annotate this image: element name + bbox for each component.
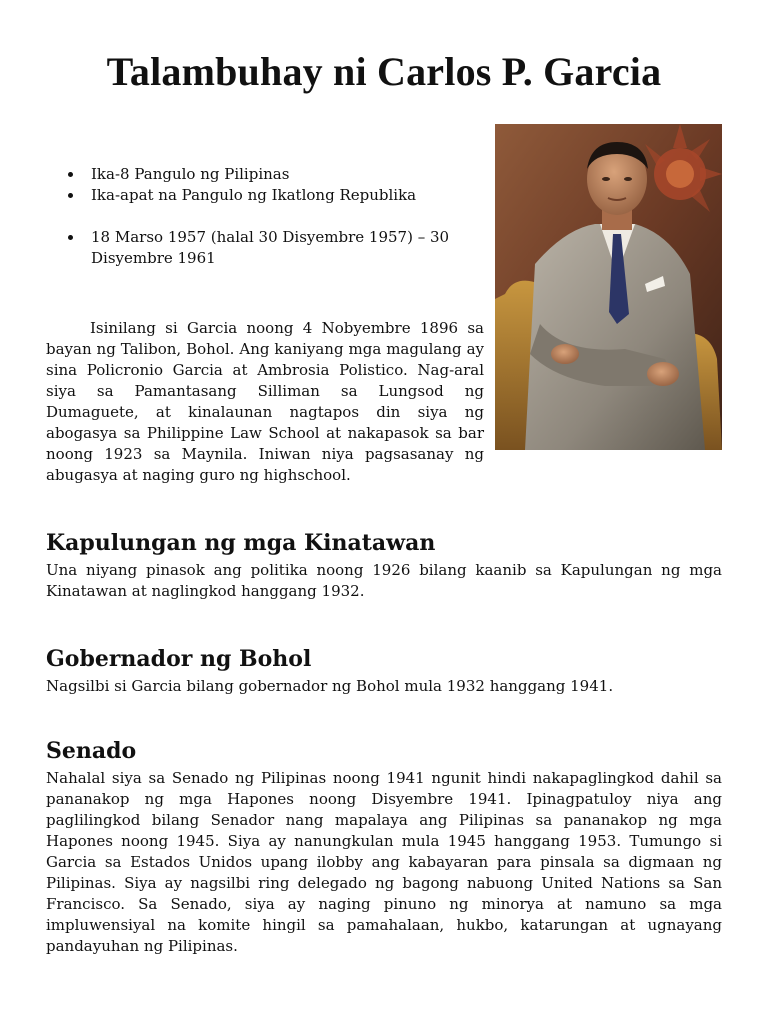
bullet-item: 18 Marso 1957 (halal 30 Disyembre 1957) – 30 Disyembre 1961	[46, 227, 486, 269]
biography-paragraph: Isinilang si Garcia noong 4 Nobyembre 1896 sa bayan ng Talibon, Bohol. Ang kaniyang mga magulang ay sina Policronio Garcia at Ambrosia Polistico. Nag-aral siya sa Pamantasang Silliman sa Lungsod ng Dumaguete, at kinalaunan nagtapos din siya ng abogasya sa Philippine Law School at nakapasok sa bar noong 1923 sa Maynila. Iniwan niya pagsasanay ng abugasya at naging guro ng highschool.	[46, 319, 484, 484]
bullet-item: Ika-8 Pangulo ng Pilipinas	[46, 164, 486, 185]
portrait-image	[495, 124, 722, 450]
section-text-gobernador: Nagsilbi si Garcia bilang gobernador ng Bohol mula 1932 hanggang 1941.	[46, 677, 614, 695]
summary-bullet-list	[46, 164, 486, 269]
section-text-kapulungan: Una niyang pinasok ang politika noong 1926 bilang kaanib sa Kapulungan ng mga Kinatawan at naglingkod hanggang 1932.	[46, 561, 722, 600]
section-heading-senado: Senado	[46, 738, 137, 764]
portrait-painting	[495, 124, 722, 450]
bullet-item: Ika-apat na Pangulo ng Ikatlong Republika	[46, 185, 486, 206]
section-heading-kapulungan: Kapulungan ng mga Kinatawan	[46, 530, 436, 556]
page-title: Talambuhay ni Carlos P. Garcia	[106, 49, 662, 94]
section-text-senado: Nahalal siya sa Senado ng Pilipinas noong 1941 ngunit hindi nakapaglingkod dahil sa pananakop ng mga Hapones noong Disyembre 1941. Ipinagpatuloy niya ang paglilingkod bilang Senador nang mapalaya ang Pilipinas sa pananakop ng mga Hapones noong 1945. Siya ay nanungkulan mula 1945 hanggang 1953. Tumungo si Garcia sa Estados Unidos upang ilobby ang kabayaran para pinsala sa digmaan ng Pilipinas. Siya ay nagsilbi ring delegado ng bagong nabuong United Nations sa San Francisco. Sa Senado, siya ay naging pinuno ng minorya at namuno sa mga impluwensiyal na komite hingil sa pamahalaan, hukbo, katarungan at ugnayang pandayuhan ng Pilipinas.	[46, 769, 722, 955]
section-heading-gobernador: Gobernador ng Bohol	[46, 646, 312, 672]
